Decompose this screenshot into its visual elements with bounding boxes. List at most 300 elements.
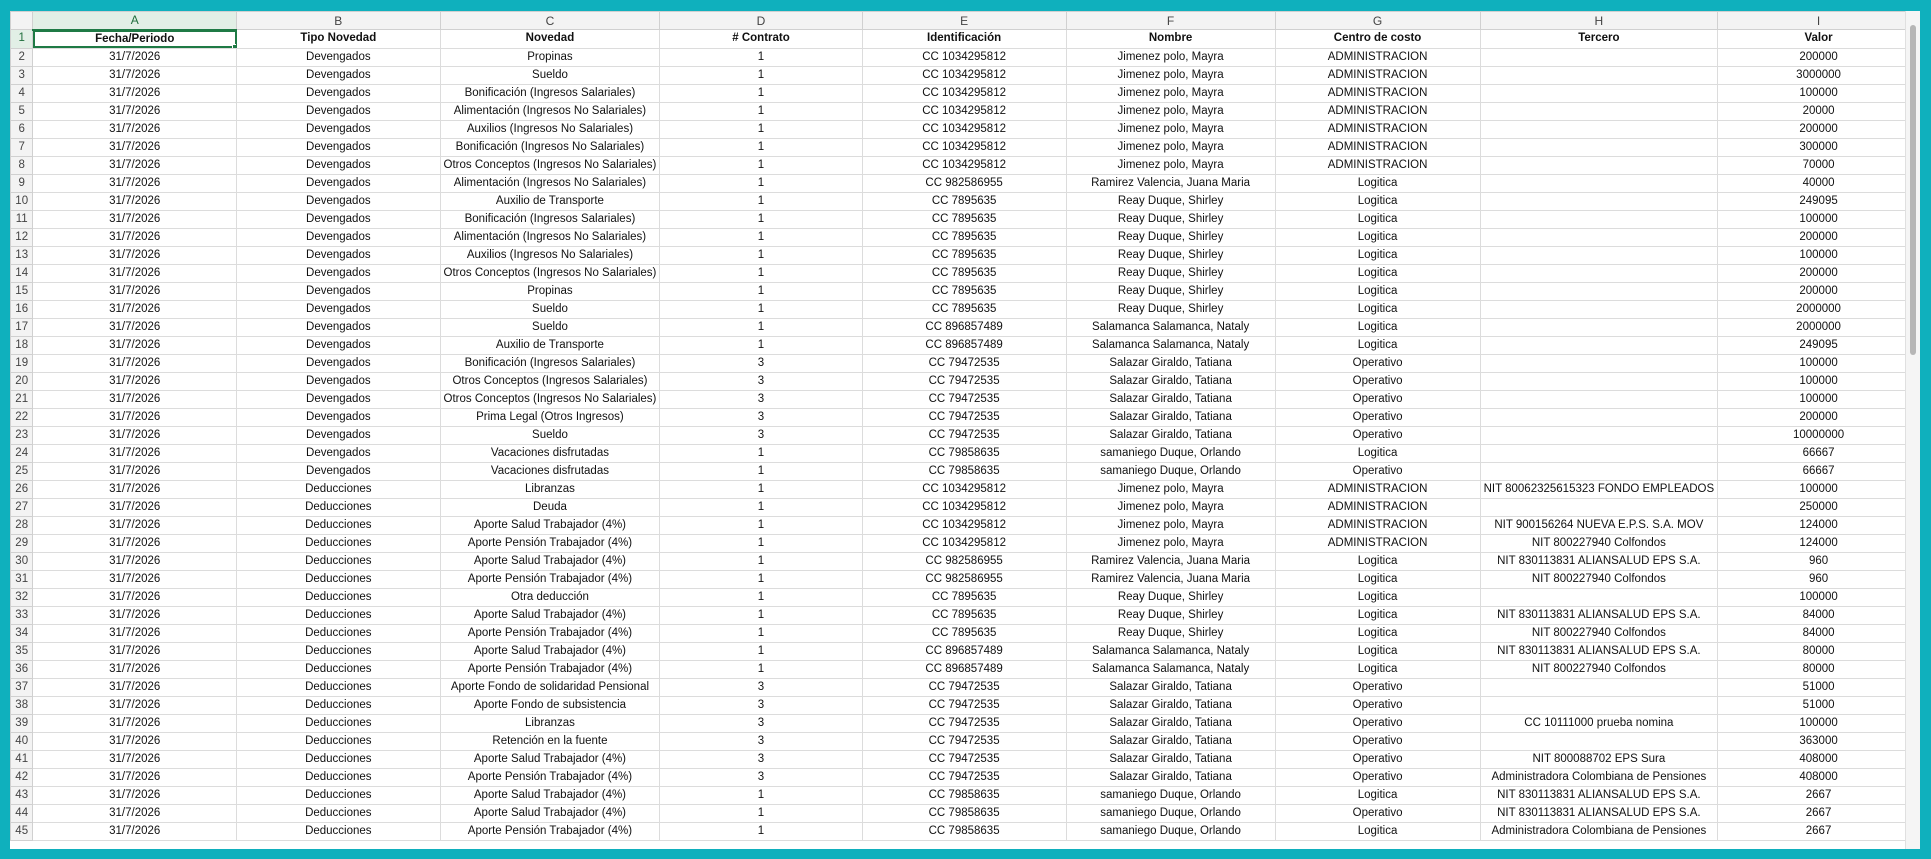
cell-g24[interactable]: Logitica [1275,444,1480,462]
row-header[interactable]: 36 [11,660,33,678]
cell-c33[interactable]: Aporte Salud Trabajador (4%) [440,606,660,624]
cell-h41[interactable]: NIT 800088702 EPS Sura [1480,750,1718,768]
row-header[interactable]: 29 [11,534,33,552]
cell-i44[interactable]: 2667 [1718,804,1920,822]
cell-c3[interactable]: Sueldo [440,66,660,84]
column-header-a[interactable]: A [33,12,237,30]
row-header[interactable]: 18 [11,336,33,354]
cell-c36[interactable]: Aporte Pensión Trabajador (4%) [440,660,660,678]
cell-d11[interactable]: 1 [660,210,862,228]
row-header[interactable]: 19 [11,354,33,372]
cell-b16[interactable]: Devengados [237,300,440,318]
cell-c24[interactable]: Vacaciones disfrutadas [440,444,660,462]
cell-b20[interactable]: Devengados [237,372,440,390]
cell-e40[interactable]: CC 79472535 [862,732,1066,750]
cell-i2[interactable]: 200000 [1718,48,1920,66]
cell-g14[interactable]: Logitica [1275,264,1480,282]
cell-d36[interactable]: 1 [660,660,862,678]
cell-g26[interactable]: ADMINISTRACION [1275,480,1480,498]
cell-a4[interactable]: 31/7/2026 [33,84,237,102]
cell-g5[interactable]: ADMINISTRACION [1275,102,1480,120]
cell-i1[interactable]: Valor [1718,30,1920,49]
cell-c2[interactable]: Propinas [440,48,660,66]
cell-f37[interactable]: Salazar Giraldo, Tatiana [1066,678,1275,696]
cell-d28[interactable]: 1 [660,516,862,534]
cell-d1[interactable]: # Contrato [660,30,862,49]
cell-c27[interactable]: Deuda [440,498,660,516]
cell-h39[interactable]: CC 10111000 prueba nomina [1480,714,1718,732]
cell-h30[interactable]: NIT 830113831 ALIANSALUD EPS S.A. [1480,552,1718,570]
cell-e4[interactable]: CC 1034295812 [862,84,1066,102]
row-header[interactable]: 30 [11,552,33,570]
cell-b25[interactable]: Devengados [237,462,440,480]
row-header[interactable]: 7 [11,138,33,156]
cell-f12[interactable]: Reay Duque, Shirley [1066,228,1275,246]
cell-c12[interactable]: Alimentación (Ingresos No Salariales) [440,228,660,246]
column-header-e[interactable]: E [862,12,1066,30]
cell-c4[interactable]: Bonificación (Ingresos Salariales) [440,84,660,102]
cell-i16[interactable]: 2000000 [1718,300,1920,318]
cell-b38[interactable]: Deducciones [237,696,440,714]
cell-h31[interactable]: NIT 800227940 Colfondos [1480,570,1718,588]
cell-e8[interactable]: CC 1034295812 [862,156,1066,174]
cell-d27[interactable]: 1 [660,498,862,516]
cell-h5[interactable] [1480,102,1718,120]
cell-a18[interactable]: 31/7/2026 [33,336,237,354]
cell-g17[interactable]: Logitica [1275,318,1480,336]
cell-h34[interactable]: NIT 800227940 Colfondos [1480,624,1718,642]
cell-e45[interactable]: CC 79858635 [862,822,1066,840]
cell-i25[interactable]: 66667 [1718,462,1920,480]
cell-b35[interactable]: Deducciones [237,642,440,660]
cell-i37[interactable]: 51000 [1718,678,1920,696]
cell-d32[interactable]: 1 [660,588,862,606]
cell-b18[interactable]: Devengados [237,336,440,354]
cell-a25[interactable]: 31/7/2026 [33,462,237,480]
cell-d9[interactable]: 1 [660,174,862,192]
cell-a33[interactable]: 31/7/2026 [33,606,237,624]
cell-e38[interactable]: CC 79472535 [862,696,1066,714]
cell-i29[interactable]: 124000 [1718,534,1920,552]
cell-c42[interactable]: Aporte Pensión Trabajador (4%) [440,768,660,786]
cell-g10[interactable]: Logitica [1275,192,1480,210]
cell-i4[interactable]: 100000 [1718,84,1920,102]
cell-d22[interactable]: 3 [660,408,862,426]
cell-f35[interactable]: Salamanca Salamanca, Nataly [1066,642,1275,660]
cell-e37[interactable]: CC 79472535 [862,678,1066,696]
cell-i33[interactable]: 84000 [1718,606,1920,624]
cell-d37[interactable]: 3 [660,678,862,696]
cell-b4[interactable]: Devengados [237,84,440,102]
column-header-i[interactable]: I [1718,12,1920,30]
cell-b42[interactable]: Deducciones [237,768,440,786]
cell-e23[interactable]: CC 79472535 [862,426,1066,444]
cell-f20[interactable]: Salazar Giraldo, Tatiana [1066,372,1275,390]
cell-a9[interactable]: 31/7/2026 [33,174,237,192]
cell-e28[interactable]: CC 1034295812 [862,516,1066,534]
cell-f23[interactable]: Salazar Giraldo, Tatiana [1066,426,1275,444]
cell-c9[interactable]: Alimentación (Ingresos No Salariales) [440,174,660,192]
cell-b31[interactable]: Deducciones [237,570,440,588]
cell-b6[interactable]: Devengados [237,120,440,138]
cell-a10[interactable]: 31/7/2026 [33,192,237,210]
cell-g27[interactable]: ADMINISTRACION [1275,498,1480,516]
cell-d41[interactable]: 3 [660,750,862,768]
cell-g32[interactable]: Logitica [1275,588,1480,606]
cell-h10[interactable] [1480,192,1718,210]
cell-a40[interactable]: 31/7/2026 [33,732,237,750]
row-header[interactable]: 28 [11,516,33,534]
row-header[interactable]: 15 [11,282,33,300]
cell-i6[interactable]: 200000 [1718,120,1920,138]
cell-g19[interactable]: Operativo [1275,354,1480,372]
cell-h25[interactable] [1480,462,1718,480]
cell-d18[interactable]: 1 [660,336,862,354]
cell-i17[interactable]: 2000000 [1718,318,1920,336]
cell-e33[interactable]: CC 7895635 [862,606,1066,624]
row-header[interactable]: 32 [11,588,33,606]
cell-a13[interactable]: 31/7/2026 [33,246,237,264]
cell-i30[interactable]: 960 [1718,552,1920,570]
cell-a30[interactable]: 31/7/2026 [33,552,237,570]
cell-h16[interactable] [1480,300,1718,318]
cell-e15[interactable]: CC 7895635 [862,282,1066,300]
row-header[interactable]: 23 [11,426,33,444]
cell-i23[interactable]: 10000000 [1718,426,1920,444]
cell-c32[interactable]: Otra deducción [440,588,660,606]
cell-c39[interactable]: Libranzas [440,714,660,732]
cell-c6[interactable]: Auxilios (Ingresos No Salariales) [440,120,660,138]
cell-e22[interactable]: CC 79472535 [862,408,1066,426]
cell-b10[interactable]: Devengados [237,192,440,210]
cell-i11[interactable]: 100000 [1718,210,1920,228]
cell-h19[interactable] [1480,354,1718,372]
cell-f32[interactable]: Reay Duque, Shirley [1066,588,1275,606]
cell-h6[interactable] [1480,120,1718,138]
row-header[interactable]: 21 [11,390,33,408]
row-header[interactable]: 42 [11,768,33,786]
cell-d31[interactable]: 1 [660,570,862,588]
row-header[interactable]: 25 [11,462,33,480]
cell-e39[interactable]: CC 79472535 [862,714,1066,732]
cell-e43[interactable]: CC 79858635 [862,786,1066,804]
row-header[interactable]: 4 [11,84,33,102]
cell-d39[interactable]: 3 [660,714,862,732]
cell-a45[interactable]: 31/7/2026 [33,822,237,840]
cell-g1[interactable]: Centro de costo [1275,30,1480,49]
cell-c44[interactable]: Aporte Salud Trabajador (4%) [440,804,660,822]
cell-d4[interactable]: 1 [660,84,862,102]
cell-b2[interactable]: Devengados [237,48,440,66]
cell-h44[interactable]: NIT 830113831 ALIANSALUD EPS S.A. [1480,804,1718,822]
cell-g40[interactable]: Operativo [1275,732,1480,750]
cell-c22[interactable]: Prima Legal (Otros Ingresos) [440,408,660,426]
cell-d24[interactable]: 1 [660,444,862,462]
cell-d8[interactable]: 1 [660,156,862,174]
cell-c35[interactable]: Aporte Salud Trabajador (4%) [440,642,660,660]
cell-g12[interactable]: Logitica [1275,228,1480,246]
cell-e32[interactable]: CC 7895635 [862,588,1066,606]
cell-b29[interactable]: Deducciones [237,534,440,552]
cell-d19[interactable]: 3 [660,354,862,372]
cell-a21[interactable]: 31/7/2026 [33,390,237,408]
row-header[interactable]: 33 [11,606,33,624]
cell-c1[interactable]: Novedad [440,30,660,49]
cell-i36[interactable]: 80000 [1718,660,1920,678]
cell-g37[interactable]: Operativo [1275,678,1480,696]
cell-g8[interactable]: ADMINISTRACION [1275,156,1480,174]
cell-c11[interactable]: Bonificación (Ingresos Salariales) [440,210,660,228]
cell-g33[interactable]: Logitica [1275,606,1480,624]
cell-b7[interactable]: Devengados [237,138,440,156]
column-header-d[interactable]: D [660,12,862,30]
cell-e19[interactable]: CC 79472535 [862,354,1066,372]
row-header[interactable]: 31 [11,570,33,588]
cell-d17[interactable]: 1 [660,318,862,336]
cell-a8[interactable]: 31/7/2026 [33,156,237,174]
row-header[interactable]: 24 [11,444,33,462]
cell-b26[interactable]: Deducciones [237,480,440,498]
cell-e29[interactable]: CC 1034295812 [862,534,1066,552]
cell-a7[interactable]: 31/7/2026 [33,138,237,156]
cell-e26[interactable]: CC 1034295812 [862,480,1066,498]
cell-f17[interactable]: Salamanca Salamanca, Nataly [1066,318,1275,336]
cell-c17[interactable]: Sueldo [440,318,660,336]
cell-c28[interactable]: Aporte Salud Trabajador (4%) [440,516,660,534]
cell-a2[interactable]: 31/7/2026 [33,48,237,66]
cell-e30[interactable]: CC 982586955 [862,552,1066,570]
cell-h22[interactable] [1480,408,1718,426]
cell-b23[interactable]: Devengados [237,426,440,444]
cell-f41[interactable]: Salazar Giraldo, Tatiana [1066,750,1275,768]
cell-i19[interactable]: 100000 [1718,354,1920,372]
cell-d33[interactable]: 1 [660,606,862,624]
cell-e21[interactable]: CC 79472535 [862,390,1066,408]
cell-c5[interactable]: Alimentación (Ingresos No Salariales) [440,102,660,120]
cell-e44[interactable]: CC 79858635 [862,804,1066,822]
row-header[interactable]: 44 [11,804,33,822]
cell-a3[interactable]: 31/7/2026 [33,66,237,84]
cell-b41[interactable]: Deducciones [237,750,440,768]
cell-g31[interactable]: Logitica [1275,570,1480,588]
cell-g21[interactable]: Operativo [1275,390,1480,408]
cell-e34[interactable]: CC 7895635 [862,624,1066,642]
cell-a43[interactable]: 31/7/2026 [33,786,237,804]
cell-a36[interactable]: 31/7/2026 [33,660,237,678]
cell-g44[interactable]: Operativo [1275,804,1480,822]
cell-f44[interactable]: samaniego Duque, Orlando [1066,804,1275,822]
cell-c41[interactable]: Aporte Salud Trabajador (4%) [440,750,660,768]
cell-h26[interactable]: NIT 80062325615323 FONDO EMPLEADOS [1480,480,1718,498]
row-header[interactable]: 3 [11,66,33,84]
cell-g18[interactable]: Logitica [1275,336,1480,354]
cell-d26[interactable]: 1 [660,480,862,498]
cell-g45[interactable]: Logitica [1275,822,1480,840]
column-header-c[interactable]: C [440,12,660,30]
cell-g6[interactable]: ADMINISTRACION [1275,120,1480,138]
cell-f33[interactable]: Reay Duque, Shirley [1066,606,1275,624]
cell-i35[interactable]: 80000 [1718,642,1920,660]
cell-h36[interactable]: NIT 800227940 Colfondos [1480,660,1718,678]
cell-c45[interactable]: Aporte Pensión Trabajador (4%) [440,822,660,840]
row-header[interactable]: 11 [11,210,33,228]
cell-d44[interactable]: 1 [660,804,862,822]
cell-f30[interactable]: Ramirez Valencia, Juana Maria [1066,552,1275,570]
cell-g34[interactable]: Logitica [1275,624,1480,642]
cell-b14[interactable]: Devengados [237,264,440,282]
cell-a17[interactable]: 31/7/2026 [33,318,237,336]
row-header[interactable]: 8 [11,156,33,174]
cell-g39[interactable]: Operativo [1275,714,1480,732]
cell-e11[interactable]: CC 7895635 [862,210,1066,228]
cell-b5[interactable]: Devengados [237,102,440,120]
row-header[interactable]: 22 [11,408,33,426]
cell-g9[interactable]: Logitica [1275,174,1480,192]
cell-g22[interactable]: Operativo [1275,408,1480,426]
row-header[interactable]: 20 [11,372,33,390]
cell-a28[interactable]: 31/7/2026 [33,516,237,534]
cell-h4[interactable] [1480,84,1718,102]
cell-i31[interactable]: 960 [1718,570,1920,588]
cell-a1[interactable]: Fecha/Periodo [33,30,237,49]
cell-b13[interactable]: Devengados [237,246,440,264]
cell-g42[interactable]: Operativo [1275,768,1480,786]
cell-a42[interactable]: 31/7/2026 [33,768,237,786]
cell-h8[interactable] [1480,156,1718,174]
cell-b24[interactable]: Devengados [237,444,440,462]
cell-i41[interactable]: 408000 [1718,750,1920,768]
cell-e24[interactable]: CC 79858635 [862,444,1066,462]
cell-h7[interactable] [1480,138,1718,156]
row-header[interactable]: 17 [11,318,33,336]
cell-d6[interactable]: 1 [660,120,862,138]
cell-c13[interactable]: Auxilios (Ingresos No Salariales) [440,246,660,264]
cell-a34[interactable]: 31/7/2026 [33,624,237,642]
cell-g30[interactable]: Logitica [1275,552,1480,570]
cell-a23[interactable]: 31/7/2026 [33,426,237,444]
cell-b3[interactable]: Devengados [237,66,440,84]
cell-c25[interactable]: Vacaciones disfrutadas [440,462,660,480]
cell-c43[interactable]: Aporte Salud Trabajador (4%) [440,786,660,804]
cell-a39[interactable]: 31/7/2026 [33,714,237,732]
cell-f21[interactable]: Salazar Giraldo, Tatiana [1066,390,1275,408]
cell-f45[interactable]: samaniego Duque, Orlando [1066,822,1275,840]
cell-h1[interactable]: Tercero [1480,30,1718,49]
cell-b15[interactable]: Devengados [237,282,440,300]
cell-d12[interactable]: 1 [660,228,862,246]
cell-a32[interactable]: 31/7/2026 [33,588,237,606]
cell-a31[interactable]: 31/7/2026 [33,570,237,588]
cell-f13[interactable]: Reay Duque, Shirley [1066,246,1275,264]
cell-f3[interactable]: Jimenez polo, Mayra [1066,66,1275,84]
cell-d42[interactable]: 3 [660,768,862,786]
cell-i26[interactable]: 100000 [1718,480,1920,498]
cell-f38[interactable]: Salazar Giraldo, Tatiana [1066,696,1275,714]
cell-d14[interactable]: 1 [660,264,862,282]
row-header[interactable]: 37 [11,678,33,696]
cell-e5[interactable]: CC 1034295812 [862,102,1066,120]
cell-c37[interactable]: Aporte Fondo de solidaridad Pensional [440,678,660,696]
cell-i32[interactable]: 100000 [1718,588,1920,606]
cell-c31[interactable]: Aporte Pensión Trabajador (4%) [440,570,660,588]
cell-b17[interactable]: Devengados [237,318,440,336]
column-header-g[interactable]: G [1275,12,1480,30]
cell-f40[interactable]: Salazar Giraldo, Tatiana [1066,732,1275,750]
cell-h38[interactable] [1480,696,1718,714]
row-header[interactable]: 2 [11,48,33,66]
cell-i39[interactable]: 100000 [1718,714,1920,732]
cell-d23[interactable]: 3 [660,426,862,444]
cell-b12[interactable]: Devengados [237,228,440,246]
cell-h40[interactable] [1480,732,1718,750]
cell-a22[interactable]: 31/7/2026 [33,408,237,426]
cell-h37[interactable] [1480,678,1718,696]
row-header[interactable]: 16 [11,300,33,318]
cell-f4[interactable]: Jimenez polo, Mayra [1066,84,1275,102]
cell-e17[interactable]: CC 896857489 [862,318,1066,336]
cell-g23[interactable]: Operativo [1275,426,1480,444]
row-header[interactable]: 14 [11,264,33,282]
cell-e2[interactable]: CC 1034295812 [862,48,1066,66]
cell-b33[interactable]: Deducciones [237,606,440,624]
cell-b9[interactable]: Devengados [237,174,440,192]
cell-h28[interactable]: NIT 900156264 NUEVA E.P.S. S.A. MOV [1480,516,1718,534]
row-header[interactable]: 12 [11,228,33,246]
cell-e25[interactable]: CC 79858635 [862,462,1066,480]
cell-f8[interactable]: Jimenez polo, Mayra [1066,156,1275,174]
cell-a19[interactable]: 31/7/2026 [33,354,237,372]
cell-a37[interactable]: 31/7/2026 [33,678,237,696]
cell-g13[interactable]: Logitica [1275,246,1480,264]
cell-d29[interactable]: 1 [660,534,862,552]
cell-i3[interactable]: 3000000 [1718,66,1920,84]
cell-d38[interactable]: 3 [660,696,862,714]
cell-e13[interactable]: CC 7895635 [862,246,1066,264]
cell-f25[interactable]: samaniego Duque, Orlando [1066,462,1275,480]
cell-h15[interactable] [1480,282,1718,300]
cell-i15[interactable]: 200000 [1718,282,1920,300]
row-header[interactable]: 27 [11,498,33,516]
cell-h29[interactable]: NIT 800227940 Colfondos [1480,534,1718,552]
cell-d16[interactable]: 1 [660,300,862,318]
cell-b45[interactable]: Deducciones [237,822,440,840]
cell-g28[interactable]: ADMINISTRACION [1275,516,1480,534]
cell-f10[interactable]: Reay Duque, Shirley [1066,192,1275,210]
cell-g20[interactable]: Operativo [1275,372,1480,390]
cell-d34[interactable]: 1 [660,624,862,642]
cell-d7[interactable]: 1 [660,138,862,156]
cell-f22[interactable]: Salazar Giraldo, Tatiana [1066,408,1275,426]
cell-d21[interactable]: 3 [660,390,862,408]
cell-i10[interactable]: 249095 [1718,192,1920,210]
cell-b21[interactable]: Devengados [237,390,440,408]
cell-f16[interactable]: Reay Duque, Shirley [1066,300,1275,318]
cell-i13[interactable]: 100000 [1718,246,1920,264]
cell-f27[interactable]: Jimenez polo, Mayra [1066,498,1275,516]
row-header[interactable]: 39 [11,714,33,732]
cell-b30[interactable]: Deducciones [237,552,440,570]
cell-d5[interactable]: 1 [660,102,862,120]
cell-a26[interactable]: 31/7/2026 [33,480,237,498]
cell-b44[interactable]: Deducciones [237,804,440,822]
cell-g36[interactable]: Logitica [1275,660,1480,678]
cell-i27[interactable]: 250000 [1718,498,1920,516]
cell-i21[interactable]: 100000 [1718,390,1920,408]
cell-d10[interactable]: 1 [660,192,862,210]
cell-d45[interactable]: 1 [660,822,862,840]
cell-e27[interactable]: CC 1034295812 [862,498,1066,516]
cell-i5[interactable]: 20000 [1718,102,1920,120]
